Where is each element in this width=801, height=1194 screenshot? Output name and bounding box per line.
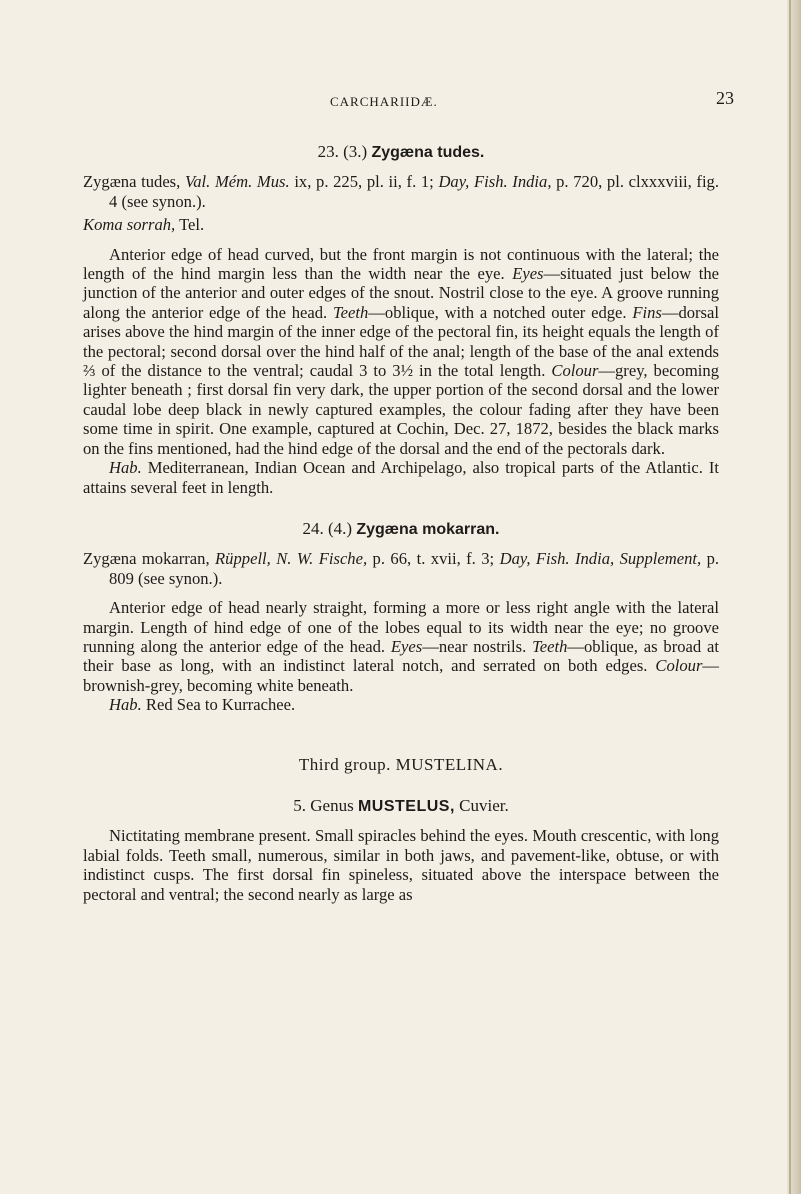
teeth-label: Teeth [332, 302, 369, 322]
desc-text: Anterior edge of head curved, but the front margin is not continuous with the lateral; the length of the hind margin less than the width near the eye. [83, 244, 719, 284]
syn-text: Zygæna mokarran, [83, 549, 216, 569]
species-23-heading [83, 142, 719, 162]
species-23-vernacular [83, 215, 719, 234]
habitat-label: Hab. [109, 695, 142, 715]
colour-label: Colour [551, 361, 599, 381]
syn-text: ix, p. 225, pl. ii, f. 1; [289, 172, 439, 192]
desc-text: —grey, becoming lighter beneath ; first dorsal fin very dark, the upper portion of the second dorsal and the lower caudal lobe deep black in newly captured examples, the colour fading after they have been some time in spirit. One example, captured at Cochin, Dec. 27, 1872, besides the black marks on the fins mentioned, had the hind edge of the dorsal and the end of the pectorals dark. [83, 361, 719, 458]
species-24-number: 24. (4.) [302, 518, 353, 538]
species-24-name: Zygæna mokarran. [356, 520, 500, 538]
habitat-text: Red Sea to Kurrachee. [141, 695, 296, 715]
syn-reference: Day, Fish. India, Supplement, [499, 549, 702, 569]
teeth-label: Teeth [532, 636, 568, 656]
syn-reference: Day, Fish. India, [438, 172, 552, 192]
syn-text: p. 809 (see synon.). [109, 549, 720, 588]
species-23-habitat [83, 458, 719, 497]
syn-text: Zygæna tudes, [83, 172, 185, 192]
genus-name: MUSTELUS, [357, 797, 455, 815]
habitat-text: Mediterranean, Indian Ocean and Archipelago, also tropical parts of the Atlantic. It attains several feet in length. [83, 458, 719, 497]
desc-text: Anterior edge of head nearly straight, forming a more or less right angle with the lateral margin. Length of hind edge of one of the lobes equal to its width near the eye; no groove running along the anterior edge of the head. [83, 598, 719, 656]
genus-description: Nictitating membrane present. Small spiracles behind the eyes. Mouth crescentic, with long labial folds. Teeth small, numerous, similar in both jaws, and pavement-like, obtuse, or with indistinct cusps. The first dorsal fin spineless, situated above the interspace between the pectoral and ventral; the second nearly as large as [83, 826, 719, 904]
syn-text: p. 66, t. xvii, f. 3; [367, 549, 500, 569]
eyes-label: Eyes [512, 264, 544, 284]
species-23-number: 23. (3.) [317, 142, 368, 161]
desc-text: —dorsal arises above the hind margin of the inner edge of the pectoral fin, its height equals the length of the pectoral; second dorsal over the hind half of the anal; length of the base of the anal extends ⅔ of the distance to the ventral; caudal 3 to 3½ in the total length. [83, 302, 719, 381]
genus-heading [83, 796, 719, 816]
genus-prefix: 5. Genus [293, 795, 358, 815]
fins-label: Fins [632, 302, 662, 322]
vernacular-name: Koma sorrah, [83, 215, 176, 235]
species-23-name: Zygæna tudes. [371, 144, 485, 161]
vernacular-language: Tel. [175, 215, 205, 235]
genus-author: Cuvier. [454, 795, 509, 815]
syn-reference: Rüppell, N. W. Fische, [215, 549, 368, 569]
desc-text: —oblique, with a notched outer edge. [368, 302, 633, 322]
group-heading: Third group. MUSTELINA. [298, 754, 504, 774]
page-body [83, 142, 719, 904]
syn-text: p. 720, pl. clxxxviii, fig. 4 (see synon.). [109, 172, 720, 211]
species-23-description [83, 245, 719, 458]
eyes-label: Eyes [390, 636, 423, 656]
desc-text: —brownish-grey, becoming white beneath. [83, 656, 719, 695]
species-24-description [83, 598, 719, 695]
running-head [0, 88, 801, 114]
species-24-synonymy [83, 549, 719, 588]
species-24-habitat [83, 695, 719, 714]
habitat-label: Hab. [109, 458, 142, 478]
desc-text: —near nostrils. [422, 636, 533, 656]
page-number: 23 [716, 88, 734, 108]
page-edge-line [789, 0, 791, 1194]
syn-reference: Val. Mém. Mus. [184, 172, 290, 192]
colour-label: Colour [655, 656, 703, 676]
species-24-heading [83, 519, 719, 539]
running-title: CARCHARIIDÆ. [330, 94, 438, 109]
desc-text: —situated just below the junction of the anterior and outer edges of the snout. Nostril close to the eye. A groove running along the anterior edge of the head. [83, 264, 719, 322]
desc-text: —oblique, as broad at their base as long, with an indistinct lateral notch, and serrated on both edges. [83, 636, 719, 676]
species-23-synonymy [83, 172, 719, 211]
